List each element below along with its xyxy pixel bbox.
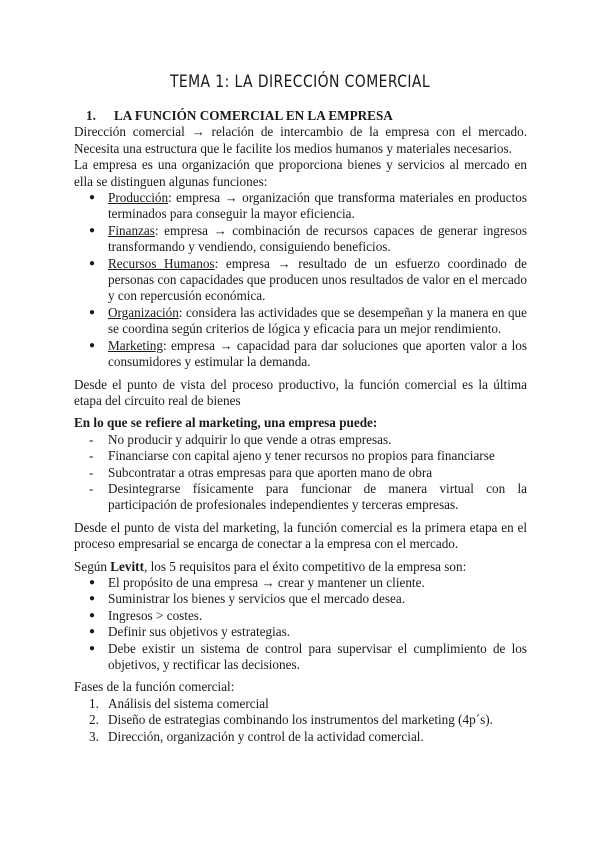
step-number: 3. xyxy=(89,728,99,744)
function-text: : empresa → capacidad para dar soluciones que aporten valor a los consumidores y estimular la demanda. xyxy=(108,337,527,370)
list-item xyxy=(89,304,527,338)
list-item-text: Definir sus objetivos y estrategias. xyxy=(108,624,291,640)
page-title: TEMA 1: LA DIRECCIÓN COMERCIAL xyxy=(169,72,431,92)
bullet-icon: ● xyxy=(89,192,96,204)
dash-icon: - xyxy=(89,448,94,464)
list-item xyxy=(89,574,527,591)
marketing-heading: En lo que se refiere al marketing, una empresa puede: xyxy=(74,415,378,431)
step-number: 2. xyxy=(89,712,99,728)
functions-list xyxy=(74,190,527,370)
document-body xyxy=(74,108,527,745)
productive-view-paragraph: Desde el punto de vista del proceso productivo, la función comercial es la última etapa del circuito real de bienes xyxy=(74,376,527,408)
function-term: Finanzas xyxy=(108,222,155,238)
bullet-icon: ● xyxy=(89,306,96,318)
bullet-icon: ● xyxy=(89,642,96,654)
list-item-text: El propósito de una empresa → crear y mantener un cliente. xyxy=(108,574,425,590)
bullet-icon: ● xyxy=(89,626,96,638)
list-item-text: Suministrar los bienes y servicios que el mercado desea. xyxy=(108,591,406,607)
dash-icon: - xyxy=(89,480,94,496)
step-number: 1. xyxy=(89,695,99,711)
list-item-text: Dirección, organización y control de la actividad comercial. xyxy=(108,728,424,744)
function-term: Marketing xyxy=(108,337,163,353)
bullet-icon: ● xyxy=(89,224,96,236)
marketing-options-list xyxy=(74,432,527,514)
list-item-text: No producir y adquirir lo que vende a otras empresas. xyxy=(108,431,392,447)
levitt-intro xyxy=(74,559,527,575)
levitt-name: Levitt xyxy=(110,558,144,574)
list-item xyxy=(89,695,527,712)
levitt-suffix: , los 5 requisitos para el éxito competitivo de la empresa son: xyxy=(143,558,467,574)
list-item xyxy=(89,712,527,728)
list-item xyxy=(89,624,527,640)
levitt-prefix: Según xyxy=(74,558,111,574)
intro-paragraph-2: La empresa es una organización que proporciona bienes y servicios al mercado en ella se distinguen algunas funciones: xyxy=(74,157,527,189)
list-item xyxy=(89,640,527,674)
function-text: : considera las actividades que se desempeñan y la manera en que se coordina según criterios de lógica y eficacia para un mejor rendimiento. xyxy=(108,304,527,337)
list-item xyxy=(89,591,527,607)
list-item-text: Análisis del sistema comercial xyxy=(108,695,269,711)
bullet-icon: ● xyxy=(89,257,96,269)
bullet-icon: ● xyxy=(89,609,96,621)
bullet-icon: ● xyxy=(89,339,96,351)
list-item xyxy=(89,464,527,481)
list-item-text: Financiarse con capital ajeno y tener recursos no propios para financiarse xyxy=(108,448,495,464)
list-item xyxy=(89,728,527,745)
dash-icon: - xyxy=(89,431,94,447)
function-text: : empresa → resultado de un esfuerzo coordinado de personas con capacidades que producen unos resultados de valor en el mercado y con repercusión económica. xyxy=(108,255,527,304)
function-term: Recursos Humanos xyxy=(108,255,215,271)
list-item-text: Diseño de estrategias combinando los instrumentos del marketing (4p´s). xyxy=(108,712,493,728)
function-text: : empresa → combinación de recursos capaces de generar ingresos transformando y vendiendo, consiguiendo beneficios. xyxy=(108,222,527,255)
list-item-text: Desintegrarse físicamente para funcionar de manera virtual con la participación de profesionales independientes y terceras empresas. xyxy=(108,480,527,513)
section-number: 1. xyxy=(86,108,96,123)
list-item xyxy=(89,337,527,371)
function-term: Producción xyxy=(108,190,169,206)
section-heading xyxy=(86,108,527,124)
function-term: Organización xyxy=(108,304,179,320)
section-heading-text: LA FUNCIÓN COMERCIAL EN LA EMPRESA xyxy=(114,108,393,123)
function-text: : empresa → organización que transforma materiales en productos terminados para conseguir la mayor eficiencia. xyxy=(108,190,527,222)
phases-heading: Fases de la función comercial: xyxy=(74,679,235,695)
list-item xyxy=(89,255,527,305)
levitt-requirements-list xyxy=(74,575,527,673)
list-item xyxy=(89,448,527,464)
dash-icon: - xyxy=(89,464,94,480)
phases-list xyxy=(74,696,527,745)
list-item xyxy=(89,190,527,223)
bullet-icon: ● xyxy=(89,593,96,605)
list-item-text: Ingresos > costes. xyxy=(108,607,203,623)
bullet-icon: ● xyxy=(89,576,96,588)
list-item-text: Subcontratar a otras empresas para que aporten mano de obra xyxy=(108,464,433,480)
list-item-text: Debe existir un sistema de control para supervisar el cumplimiento de los objetivos, y rectificar las decisiones. xyxy=(108,640,527,672)
marketing-view-paragraph: Desde el punto de vista del marketing, la función comercial es la primera etapa en el proceso empresarial se encarga de conectar a la empresa con el mercado. xyxy=(74,519,527,552)
list-item xyxy=(89,480,527,514)
list-item xyxy=(89,222,527,256)
list-item xyxy=(89,431,527,448)
list-item xyxy=(89,607,527,624)
intro-paragraph-1: Dirección comercial → relación de intercambio de la empresa con el mercado. Necesita una estructura que le facilite los medios humanos y materiales necesarios. xyxy=(74,124,527,156)
